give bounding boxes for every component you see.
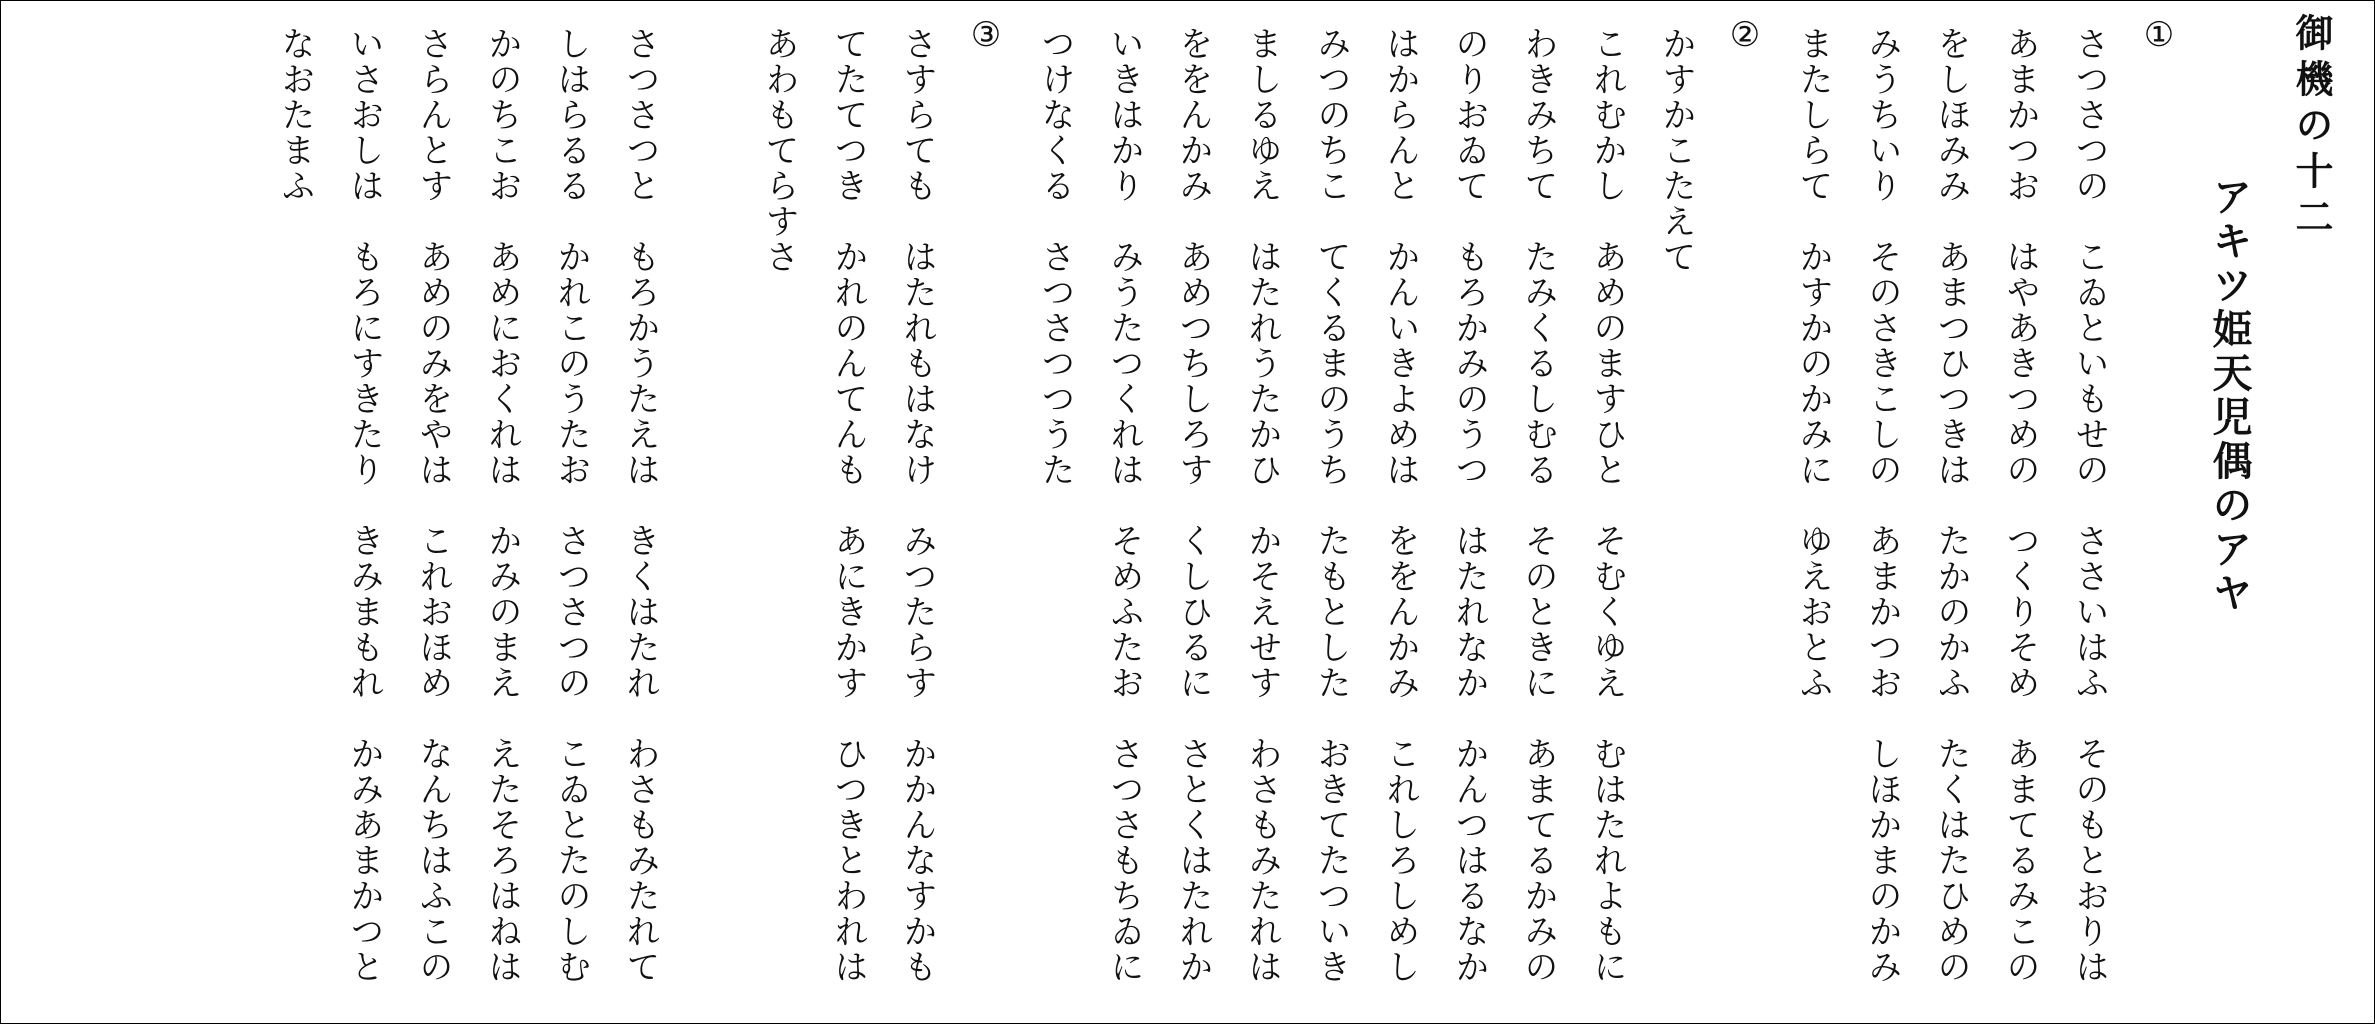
verse-line: あまかつお はやあきつめの つくりそめ あまてるみこの: [2000, 26, 2040, 985]
verse-line: さつさつと もろかうたえは きくはたれ わさもみたれて: [620, 26, 660, 985]
verse-line: さらんとす あめのみをやは これおほめ なんちはふこの: [413, 26, 453, 985]
verse-line: さすらても はたれもはなけ みつたらす かかんなすかも: [897, 26, 937, 985]
verse-line: をしほみみ あまつひつきは たかのかふ たくはたひめの: [1931, 26, 1971, 985]
verse-line: かのちこお あめにおくれは かみのまえ えたそろはねは: [482, 26, 522, 985]
verse-line: みうちいり そのさきこしの あまかつお しほかまのかみ: [1862, 26, 1902, 985]
verse-line: これむかし あめのますひと そむくゆえ むはたれよもに: [1587, 26, 1627, 985]
verse-line: またしらて かすかのかみに ゆえおとふ: [1793, 26, 1833, 701]
verse-line: ましるゆえ はたれうたかひ かそえせす わさもみたれは: [1242, 26, 1282, 985]
verse-line: ををんかみ あめつちしろす くしひるに さとくはたれか: [1173, 26, 1213, 985]
verse-line: いきはかり みうたつくれは そめふたお さつさもちゐに: [1104, 26, 1144, 985]
subtitle: アキツ姫天児偶のアヤ: [2206, 176, 2252, 616]
section-marker: ②: [1725, 15, 1765, 55]
verse-line: さつさつの こゐといもせの ささいはふ そのもとおりは: [2069, 26, 2109, 985]
verse-line: つけなくる さつさつつうた: [1035, 26, 1075, 488]
verse-line: かすかこたえて: [1656, 26, 1696, 275]
verse-line: いさおしは もろにすきたり きみまもれ かみあまかつと: [344, 26, 384, 985]
verse-line: のりおゐて もろかみのうつ はたれなか かんつはるなか: [1449, 26, 1489, 985]
verse-line: わきみちて たみくるしむる そのときに あまてるかみの: [1518, 26, 1558, 985]
verse-line: てたてつき かれのんてんも あにきかす ひつきとわれは: [828, 26, 868, 985]
verse-line: はからんと かんいきよめは ををんかみ これしろしめし: [1380, 26, 1420, 985]
verse-line: しはらるる かれこのうたお さつさつの こゐとたのしむ: [551, 26, 591, 985]
section-marker: ③: [966, 15, 1006, 55]
verse-line: あわもてらすさ: [759, 26, 799, 275]
verse-line: みつのちこ てくるまのうち たもとした おきてたついき: [1311, 26, 1351, 985]
chapter-title: 御機の十二: [2289, 13, 2333, 243]
verse-line: なおたまふ: [275, 26, 315, 204]
section-marker: ①: [2139, 15, 2179, 55]
